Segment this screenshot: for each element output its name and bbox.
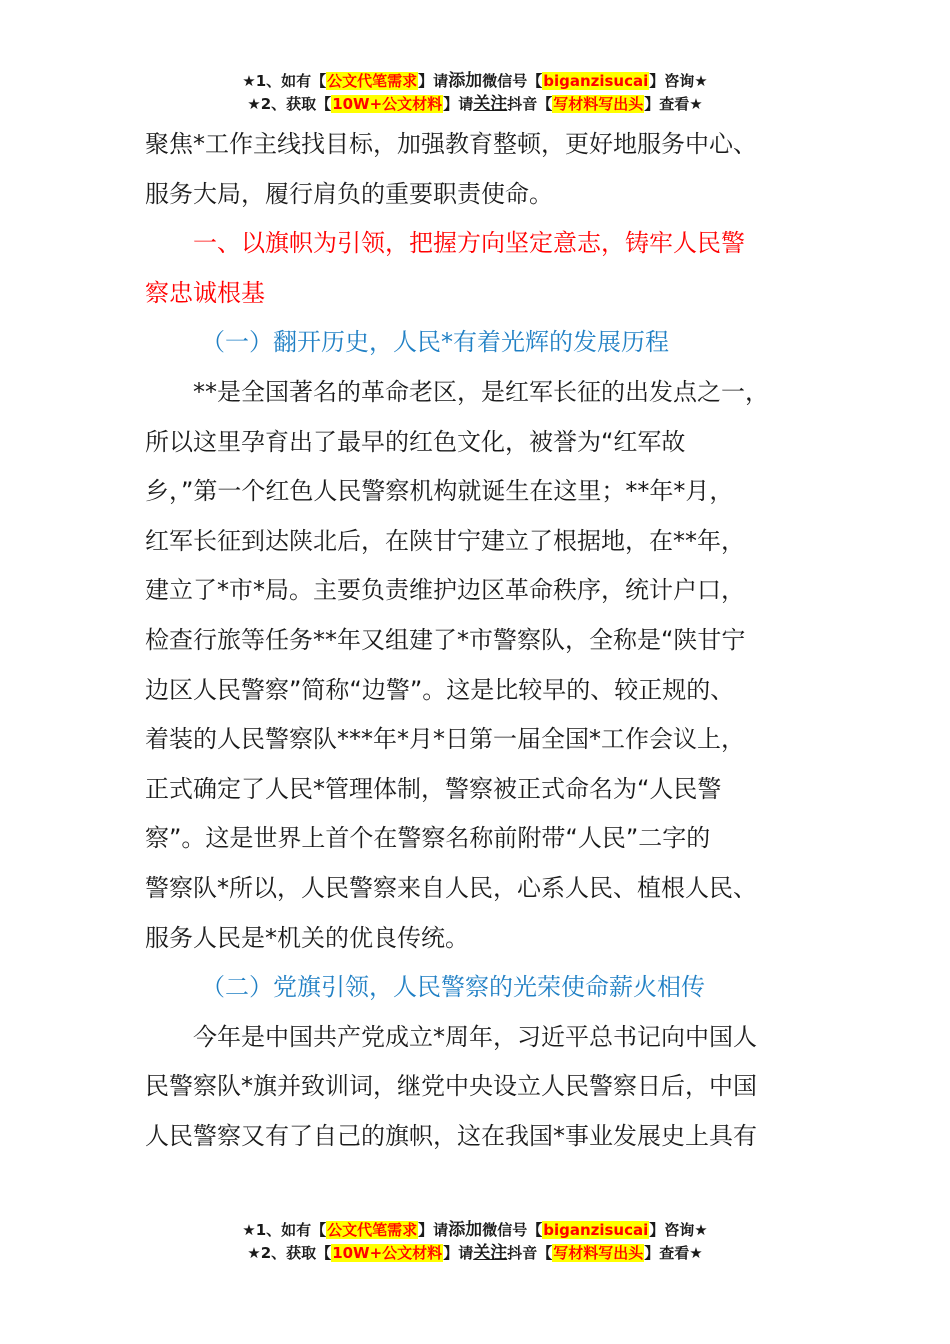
banner-emphasis: 关注 bbox=[473, 1243, 508, 1263]
text-line: 服务大局，履行肩负的重要职责使命。 bbox=[145, 179, 553, 208]
banner-text: ★2、获取【 bbox=[247, 95, 332, 113]
heading-line: 察忠诚根基 bbox=[145, 278, 265, 307]
text-line: 红军长征到达陕北后，在陕甘宁建立了根据地，在**年， bbox=[145, 526, 745, 555]
banner-emphasis: 关注 bbox=[473, 94, 508, 114]
footer-banner bbox=[0, 1219, 950, 1265]
text-line: 警察队*所以，人民警察来自人民，心系人民、植根人民、 bbox=[145, 873, 757, 902]
banner-text: 抖音【 bbox=[507, 1244, 553, 1262]
banner-highlight: 10W+公文材料 bbox=[332, 1244, 443, 1262]
text-line: 所以这里孕育出了最早的红色文化，被誉为“红军故 bbox=[145, 427, 686, 456]
banner-highlight: 10W+公文材料 bbox=[332, 95, 443, 113]
text-line: 正式确定了人民*管理体制，警察被正式命名为“人民警 bbox=[145, 774, 722, 803]
banner-text: ★2、获取【 bbox=[247, 1244, 332, 1262]
banner-line-2 bbox=[0, 93, 950, 116]
banner-text: 抖音【 bbox=[507, 95, 553, 113]
banner-highlight: biganzisucai bbox=[543, 72, 649, 90]
text-line: 察”。这是世界上首个在警察名称前附带“人民”二字的 bbox=[145, 824, 711, 853]
text-line: **是全国著名的革命老区，是红军长征的出发点之一， bbox=[193, 377, 769, 406]
banner-text: 】请 bbox=[418, 1221, 449, 1239]
banner-text: 】查看★ bbox=[644, 1244, 703, 1262]
text-line: 建立了*市*局。主要负责维护边区革命秩序，统计户口， bbox=[145, 576, 745, 605]
subheading-line: （二）党旗引领，人民警察的光荣使命薪火相传 bbox=[201, 973, 705, 1002]
banner-highlight: 写材料写出头 bbox=[553, 95, 644, 113]
intro-paragraph bbox=[145, 120, 807, 219]
text-line: 人民警察又有了自己的旗帜，这在我国*事业发展史上具有 bbox=[145, 1121, 757, 1150]
text-line: 今年是中国共产党成立*周年，习近平总书记向中国人 bbox=[193, 1022, 757, 1051]
banner-text: 】咨询★ bbox=[649, 1221, 708, 1239]
text-line: 着装的人民警察队***年*月*日第一届全国*工作会议上， bbox=[145, 725, 745, 754]
banner-highlight: biganzisucai bbox=[543, 1221, 649, 1239]
subheading-1 bbox=[145, 318, 807, 368]
banner-highlight: 公文代笔需求 bbox=[327, 1221, 418, 1239]
text-line: 服务人民是*机关的优良传统。 bbox=[145, 923, 469, 952]
banner-line-1 bbox=[0, 1219, 950, 1242]
banner-text: 】咨询★ bbox=[649, 72, 708, 90]
section-heading-1 bbox=[145, 219, 807, 318]
heading-line: 一、以旗帜为引领，把握方向坚定意志，铸牢人民警 bbox=[193, 229, 745, 258]
banner-emphasis: 添加 bbox=[448, 1220, 483, 1240]
subheading-line: （一）翻开历史，人民*有着光辉的发展历程 bbox=[201, 328, 669, 357]
banner-text: ★1、如有【 bbox=[242, 72, 327, 90]
banner-text: 】请 bbox=[443, 1244, 474, 1262]
banner-text: 】请 bbox=[418, 72, 449, 90]
banner-highlight: 写材料写出头 bbox=[553, 1244, 644, 1262]
body-paragraph-1 bbox=[145, 368, 807, 963]
text-line: 聚焦*工作主线找目标，加强教育整顿，更好地服务中心、 bbox=[145, 130, 757, 158]
banner-text: 微信号【 bbox=[482, 72, 543, 90]
banner-line-1 bbox=[0, 70, 950, 93]
text-line: 乡，”第一个红色人民警察机构就诞生在这里；**年*月， bbox=[145, 477, 734, 506]
header-banner bbox=[0, 70, 950, 116]
banner-line-2 bbox=[0, 1242, 950, 1265]
banner-emphasis: 添加 bbox=[448, 71, 483, 91]
document-body bbox=[145, 120, 807, 1161]
banner-text: 微信号【 bbox=[482, 1221, 543, 1239]
text-line: 检查行旅等任务**年又组建了*市警察队，全称是“陕甘宁 bbox=[145, 625, 746, 654]
banner-text: 】请 bbox=[443, 95, 474, 113]
banner-highlight: 公文代笔需求 bbox=[327, 72, 418, 90]
banner-text: 】查看★ bbox=[644, 95, 703, 113]
text-line: 边区人民警察”简称“边警”。这是比较早的、较正规的、 bbox=[145, 675, 735, 704]
subheading-2 bbox=[145, 963, 807, 1013]
text-line: 民警察队*旗并致训词，继党中央设立人民警察日后，中国 bbox=[145, 1072, 757, 1101]
body-paragraph-2 bbox=[145, 1013, 807, 1162]
banner-text: ★1、如有【 bbox=[242, 1221, 327, 1239]
